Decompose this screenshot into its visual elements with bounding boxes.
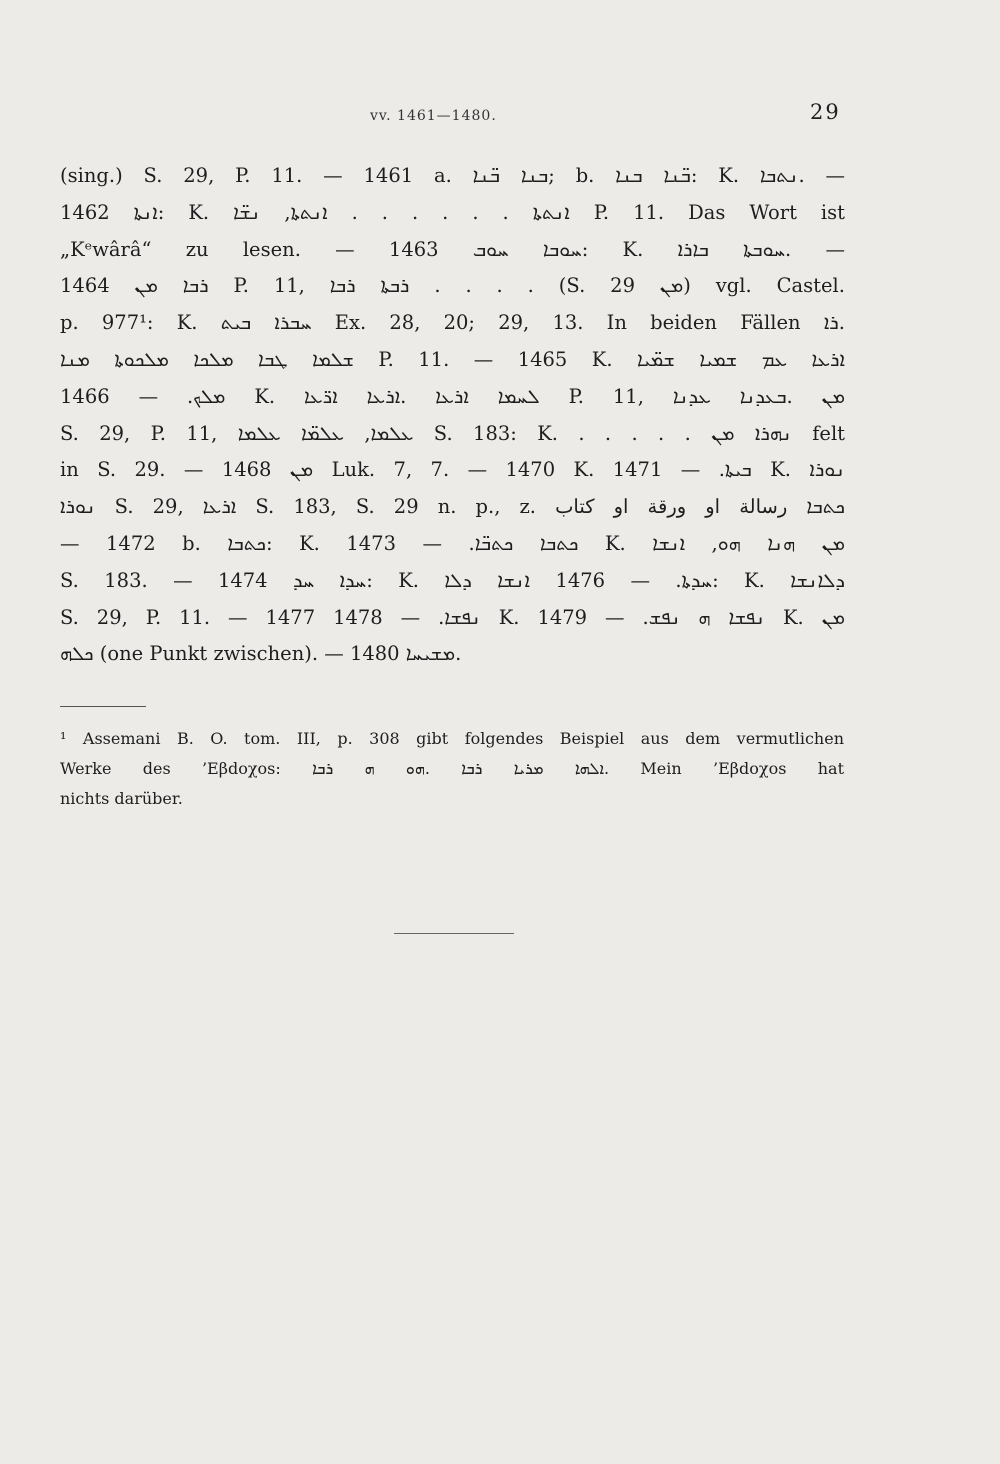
main-text-block	[60, 158, 845, 673]
footnote-line-1: ¹ Assemani B. O. tom. III, p. 308 gibt folgendes Beispiel aus dem vermutlichen	[60, 729, 844, 748]
text-line-9: in S. 29. — 1468 ܡܢ Luk. 7, 7. — 1470 K. ܒܝܬܐ. — 1471 K. ܢܘܪܐ	[60, 458, 845, 482]
text-line-10: ܢܘܪܐ S. 29, ܐܪܥܐ S. 183, S. 29 n. p., z. ܟܬܒܐ رسالة او ورقة او كتاب	[60, 495, 845, 519]
footnote-separator	[60, 706, 146, 707]
page-number: 29	[810, 100, 841, 124]
text-line-1: (sing.) S. 29, P. 11. — 1461 a. ܒܢܐ ܒ̈ܢܐ; b. ܒ̈ܢܐ ܒܢܐ: K. ܢܬܒܐ. —	[60, 164, 845, 187]
footnote	[60, 724, 844, 814]
bottom-rule	[394, 933, 514, 934]
running-head: vv. 1461—1480.	[370, 108, 497, 124]
text-line-4: 1464 ܪܒܐ ܡܢ P. 11, ܪܒܬܐ ܪܒܐ . . . . (S. 29 ܡܢ) vgl. Castel.	[60, 274, 845, 298]
text-line-11: — 1472 b. ܟܬܒܐ: K. ܟܬܒܐ ܟܬܒ̈ܐ. — 1473 K. ܡܢ ܗܢܐ ܗܘ, ܐܢܫܐ	[60, 531, 846, 555]
text-line-13: S. 29, P. 11. — 1477 ܢܦܫܐ. — 1478 K. ܢܦܫܐ ܗ ܢܦܫ. — 1479 K. ܡܢ	[60, 605, 846, 629]
footnote-line-3: nichts darüber.	[60, 789, 183, 808]
text-line-2: 1462 ܐܢܬܐ: K. ܐܢܬܬܐ . . . . . . ܐܢܬܬܐ, ܢܫ̈ܐ P. 11. Das Wort ist	[60, 200, 846, 224]
text-line-3: „Kᵉwârâ“ zu lesen. — 1463 ܚܘܒܐ ܚܘܒ: K. ܚܘܒܬܐ ܒܐܪܐ. —	[60, 237, 845, 261]
text-line-6: ܫܠܡܐ ܛܒܐ ܡܠܟܐ ܡܠܟܘܬܐ ܡܢܐ P. 11. — 1465 K. ܐܪܥܐ ܥܡ ܫܡܝܐ ܫܡ̈ܝܐ	[60, 347, 846, 371]
footnote-line-2: Werke des ’Eβdoχos: ܐܠܗܐ ܡܪܝܐ ܪܒܐ .ܗܘ ܗ ܪܒܐ. Mein ’Eβdoχos hat	[60, 759, 844, 778]
text-line-14: ܟܠܗ (one Punkt zwischen). — 1480 ܡܫܝܚܐ.	[60, 642, 462, 666]
text-line-5: p. 977¹: K. ܚܒܪܐ ܒܝܬ Ex. 28, 20; 29, 13. In beiden Fällen ܪܐ.	[60, 311, 845, 335]
text-line-12: S. 183. — 1474 ܚܕܐ ܚܕ: K. ܚܕܬܐ. — 1476 ܐܢܫܐ ܕܠܐ: K. ܕܠܐܢܫܐ	[60, 568, 845, 592]
text-line-8: S. 29, P. 11, ܥܠܡܐ, ܥܠܡ̈ܐ ܥܠܡܐ S. 183: K. . . . . . ܢܗܪܐ ܡܢ felt	[60, 421, 846, 445]
text-line-7: ܡܠܟ. — 1466 K. ܠܚܡܐ ܐܪܥܐ .ܐܪܥܐ ܐܪ̈ܥܐ P. 11, ܡܢ .ܒܥܕܢܐ ܥܕܢܐ	[60, 384, 845, 408]
